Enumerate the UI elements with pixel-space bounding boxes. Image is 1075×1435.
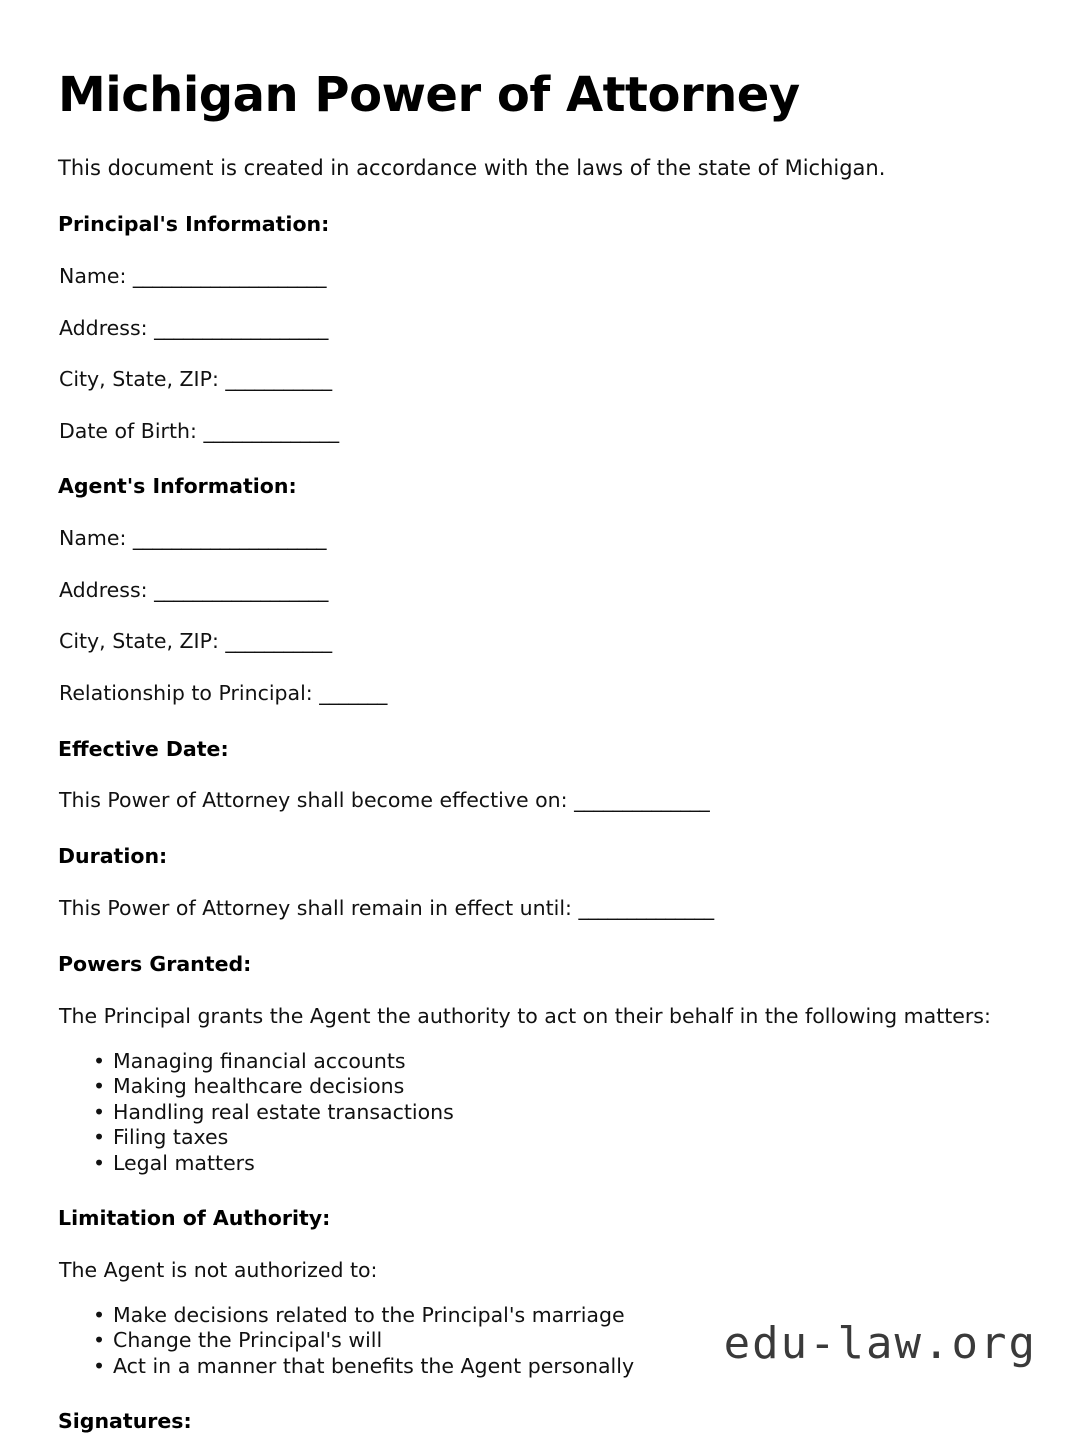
list-item [58, 1125, 1035, 1151]
site-watermark: edu-law.org [723, 1318, 1037, 1369]
field-blank[interactable]: _______ [319, 680, 387, 705]
list-item [58, 1074, 1035, 1100]
field-principal-name [59, 263, 1035, 290]
list-item-label: Making healthcare decisions [113, 1074, 405, 1099]
list-item [58, 1151, 1035, 1177]
list-item [58, 1100, 1035, 1126]
field-principal-date-of-birth [59, 418, 1035, 445]
field-label: City, State, ZIP: [59, 629, 219, 654]
document-intro-text: This document is created in accordance with the laws of the state of Michigan. [58, 155, 886, 180]
list-item-label: Act in a manner that benefits the Agent personally [113, 1353, 635, 1378]
effective-date-blank[interactable]: ______________ [574, 788, 710, 813]
duration-statement [59, 895, 1035, 922]
field-label: Address: [59, 577, 148, 602]
bullet-icon: • [93, 1353, 106, 1378]
section-heading-powers-granted: Powers Granted: [58, 952, 252, 976]
bullet-icon: • [93, 1048, 106, 1073]
field-blank[interactable]: ___________ [225, 367, 332, 392]
bullet-icon: • [93, 1302, 106, 1327]
powers-granted-intro: The Principal grants the Agent the authority to act on their behalf in the following matters: [59, 1003, 991, 1028]
field-label: Date of Birth: [59, 418, 197, 443]
field-agent-name [59, 525, 1035, 552]
section-heading-agent-information: Agent's Information: [58, 474, 297, 499]
list-item-label: Legal matters [113, 1150, 255, 1175]
limitation-of-authority-intro: The Agent is not authorized to: [59, 1257, 378, 1282]
field-label: Name: [59, 263, 127, 288]
effective-date-statement [59, 787, 1035, 814]
bullet-icon: • [93, 1328, 106, 1353]
field-agent-relationship-to-principal [59, 680, 1035, 707]
field-blank[interactable]: __________________ [154, 315, 328, 340]
field-agent-address [59, 577, 1035, 604]
field-blank[interactable]: ______________ [203, 418, 339, 443]
section-heading-principal-information: Principal's Information: [58, 212, 330, 237]
field-label: City, State, ZIP: [59, 367, 219, 392]
bullet-icon: • [93, 1099, 106, 1124]
duration-blank[interactable]: ______________ [578, 895, 714, 920]
field-label: Name: [59, 526, 127, 551]
list-item-label: Change the Principal's will [113, 1328, 383, 1353]
field-blank[interactable]: ____________________ [132, 526, 326, 551]
list-item [58, 1049, 1035, 1075]
field-principal-address [59, 315, 1035, 342]
field-blank[interactable]: __________________ [154, 577, 328, 602]
section-heading-effective-date: Effective Date: [58, 736, 229, 761]
section-heading-limitation-of-authority: Limitation of Authority: [58, 1206, 331, 1231]
field-label: Address: [59, 315, 148, 340]
page-title: Michigan Power of Attorney [58, 67, 800, 123]
statement-text: This Power of Attorney shall remain in effect until: [59, 895, 572, 920]
list-item-label: Filing taxes [113, 1125, 229, 1150]
bullet-icon: • [93, 1074, 106, 1099]
list-item-label: Handling real estate transactions [113, 1099, 454, 1124]
field-agent-city-state-zip [59, 628, 1035, 655]
field-blank[interactable]: ___________ [225, 629, 332, 654]
section-heading-duration: Duration: [58, 844, 168, 869]
list-item-label: Make decisions related to the Principal's marriage [113, 1302, 625, 1327]
bullet-icon: • [93, 1150, 106, 1175]
field-blank[interactable]: ____________________ [132, 263, 326, 288]
section-heading-signatures: Signatures: [58, 1409, 192, 1434]
bullet-icon: • [93, 1125, 106, 1150]
field-label: Relationship to Principal: [59, 680, 313, 705]
powers-granted-list [58, 1049, 1035, 1177]
field-principal-city-state-zip [59, 366, 1035, 393]
list-item-label: Managing financial accounts [113, 1048, 406, 1073]
statement-text: This Power of Attorney shall become effective on: [59, 788, 568, 813]
